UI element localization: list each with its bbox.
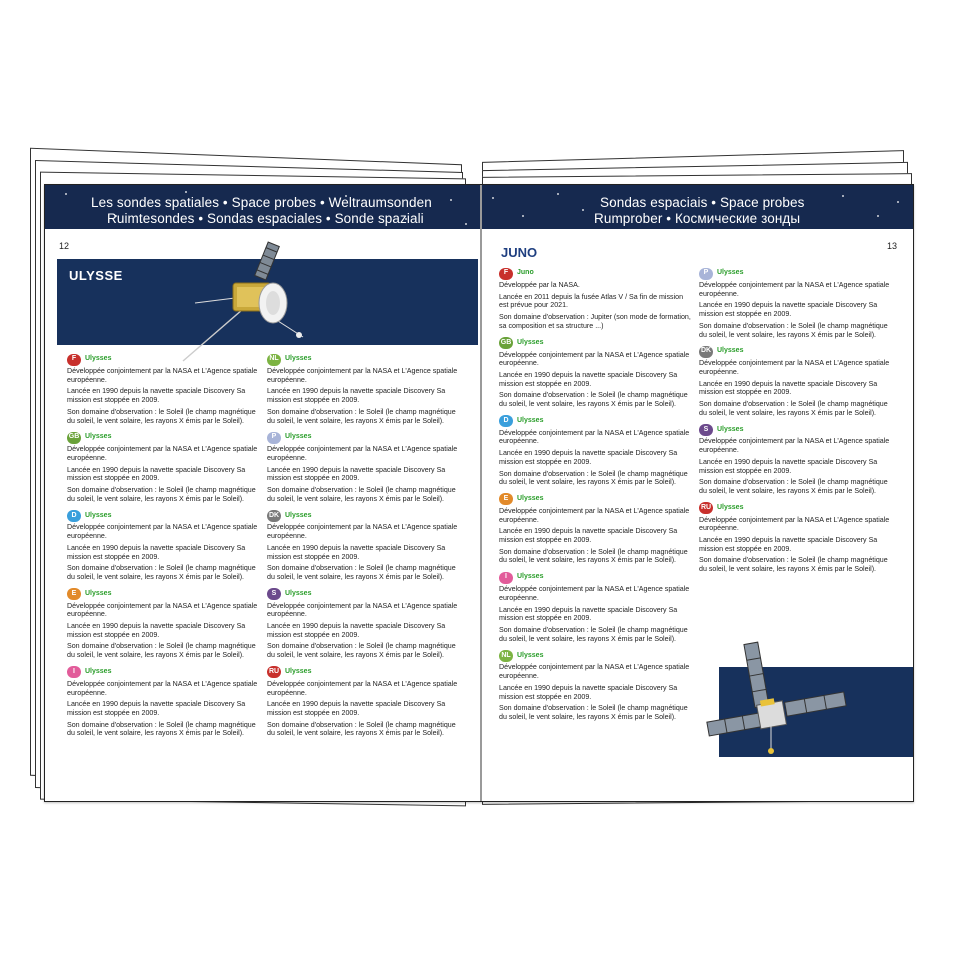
language-badge: GB [67, 432, 81, 444]
probe-name: Ulysses [717, 425, 744, 433]
language-entry-dk [267, 509, 462, 581]
entry-paragraph: Développée conjointement par la NASA et L'Agence spatiale européenne. [699, 515, 890, 533]
probe-name: Ulysses [517, 338, 544, 346]
language-badge: RU [267, 666, 281, 678]
entry-paragraph: Son domaine d'observation : le Soleil (le champ magnétique du soleil, le vent solaire, les rayons X émis par le Soleil). [67, 486, 256, 503]
entry-paragraph: Son domaine d'observation : le Soleil (le champ magnétique du soleil, le vent solaire, les rayons X émis par le Soleil). [699, 321, 888, 339]
entry-paragraph: Lancée en 1990 depuis la navette spaciale Discovery Sa mission est stoppée en 2009. [67, 622, 246, 639]
language-badge: D [499, 415, 513, 427]
entry-paragraph: Développée conjointement par la NASA et L'Agence spatiale européenne. [499, 585, 690, 602]
entry-paragraph: Développée conjointement par la NASA et L'Agence spatiale européenne. [499, 350, 690, 368]
entry-paragraph: Développée conjointement par la NASA et L'Agence spatiale européenne. [499, 428, 690, 446]
language-badge: DK [699, 346, 713, 358]
language-entry-nl [499, 649, 694, 721]
language-entry-e [499, 493, 694, 565]
entry-paragraph: Lancée en 1990 depuis la navette spaciale Discovery Sa mission est stoppée en 2009. [267, 700, 446, 717]
entry-paragraph: Développée conjointement par la NASA et L'Agence spatiale européenne. [267, 601, 458, 619]
entry-paragraph: Lancée en 1990 depuis la navette spaciale Discovery Sa mission est stoppée en 2009. [699, 536, 878, 553]
entry-paragraph: Son domaine d'observation : le Soleil (le champ magnétique du soleil, le vent solaire, les rayons X émis par le Soleil). [267, 564, 456, 581]
entry-paragraph: Développée conjointement par la NASA et L'Agence spatiale européenne. [267, 445, 458, 462]
language-entry-i [67, 666, 262, 738]
probe-name: Ulysses [85, 433, 112, 441]
probe-name: Ulysses [517, 651, 544, 659]
language-entry-d [67, 509, 262, 581]
entry-header [499, 337, 694, 350]
entry-header [699, 267, 894, 280]
book-spine [480, 185, 482, 801]
entry-paragraph: Développée conjointement par la NASA et L'Agence spatiale européenne. [499, 506, 690, 524]
language-badge: P [699, 268, 713, 280]
juno-probe-icon [699, 633, 909, 765]
language-badge: F [499, 268, 513, 280]
entry-header [267, 588, 462, 601]
entry-paragraph: Lancée en 1990 depuis la navette spaciale Discovery Sa mission est stoppée en 2009. [67, 700, 246, 717]
probe-name: Ulysses [285, 433, 312, 441]
language-entry-p [699, 267, 894, 339]
language-badge: GB [499, 337, 513, 349]
banner-right-line1: Sondas espaciais • Space probes [600, 195, 805, 210]
ulysse-column-1 [67, 353, 262, 744]
probe-name: Ulysses [717, 503, 744, 511]
entry-paragraph: Lancée en 1990 depuis la navette spaciale Discovery Sa mission est stoppée en 2009. [499, 683, 678, 701]
entry-paragraph: Développée conjointement par la NASA et L'Agence spatiale européenne. [67, 601, 258, 619]
language-badge: I [499, 572, 513, 584]
entry-header [67, 509, 262, 522]
language-badge: I [67, 666, 81, 678]
entry-paragraph: Son domaine d'observation : le Soleil (le champ magnétique du soleil, le vent solaire, les rayons X émis par le Soleil). [699, 556, 888, 574]
language-entry-s [699, 423, 894, 495]
entry-header [699, 423, 894, 436]
entry-paragraph: Développée conjointement par la NASA et L'Agence spatiale européenne. [67, 445, 258, 462]
entry-paragraph: Son domaine d'observation : le Soleil (le champ magnétique du soleil, le vent solaire, les rayons X émis par le Soleil). [267, 407, 456, 425]
language-badge: RU [699, 502, 713, 514]
entry-header [699, 345, 894, 358]
entry-paragraph: Lancée en 1990 depuis la navette spaciale Discovery Sa mission est stoppée en 2009. [67, 465, 246, 483]
entry-paragraph: Lancée en 1990 depuis la navette spaciale Discovery Sa mission est stoppée en 2009. [499, 527, 678, 545]
left-banner [45, 185, 480, 229]
language-entry-nl [267, 353, 462, 425]
entry-paragraph: Son domaine d'observation : Jupiter (son mode de formation, sa composition et sa structure ...) [499, 313, 691, 330]
probe-name: Ulysses [85, 355, 112, 363]
entry-header [499, 649, 694, 662]
ulysses-probe-icon [175, 235, 315, 365]
juno-column-1 [499, 267, 694, 728]
language-badge: E [67, 588, 81, 600]
language-badge: E [499, 493, 513, 505]
entry-paragraph: Développée conjointement par la NASA et L'Agence spatiale européenne. [67, 523, 258, 541]
right-banner [482, 185, 913, 229]
entry-header [499, 267, 694, 280]
entry-paragraph: Lancée en 1990 depuis la navette spaciale Discovery Sa mission est stoppée en 2009. [699, 457, 878, 475]
probe-name: Ulysses [285, 589, 312, 597]
probe-name: Ulysses [285, 355, 312, 363]
entry-paragraph: Lancée en 1990 depuis la navette spaciale Discovery Sa mission est stoppée en 2009. [499, 370, 678, 388]
language-badge: F [67, 354, 81, 366]
banner-left-line2: Ruimtesondes • Sondas espaciales • Sonde spaziali [107, 211, 424, 226]
entry-paragraph: Son domaine d'observation : le Soleil (le champ magnétique du soleil, le vent solaire, les rayons X émis par le Soleil). [267, 642, 456, 660]
probe-name: Ulysses [85, 668, 112, 676]
probe-name: Ulysses [285, 511, 312, 519]
entry-header [499, 415, 694, 428]
probe-name: Ulysses [85, 511, 112, 519]
entry-paragraph: Développée conjointement par la NASA et L'Agence spatiale européenne. [699, 281, 890, 298]
language-badge: D [67, 510, 81, 522]
entry-paragraph: Son domaine d'observation : le Soleil (le champ magnétique du soleil, le vent solaire, les rayons X émis par le Soleil). [699, 400, 888, 417]
ulysse-title: ULYSSE [69, 268, 123, 283]
entry-paragraph: Développée conjointement par la NASA et L'Agence spatiale européenne. [699, 359, 890, 376]
entry-paragraph: Son domaine d'observation : le Soleil (le champ magnétique du soleil, le vent solaire, les rayons X émis par le Soleil). [499, 391, 688, 409]
entry-paragraph: Lancée en 1990 depuis la navette spaciale Discovery Sa mission est stoppée en 2009. [67, 543, 246, 561]
entry-paragraph: Développée par la NASA. [499, 281, 580, 289]
language-badge: P [267, 432, 281, 444]
entry-header [267, 509, 462, 522]
probe-name: Ulysses [517, 573, 544, 581]
language-entry-dk [699, 345, 894, 417]
language-entry-s [267, 588, 462, 660]
entry-paragraph: Lancée en 1990 depuis la navette spaciale Discovery Sa mission est stoppée en 2009. [267, 543, 446, 561]
juno-title: JUNO [501, 245, 538, 260]
probe-name: Ulysses [285, 668, 312, 676]
entry-paragraph: Développée conjointement par la NASA et L'Agence spatiale européenne. [267, 523, 458, 541]
language-badge: S [267, 588, 281, 600]
probe-name: Ulysses [517, 495, 544, 503]
entry-paragraph: Développée conjointement par la NASA et L'Agence spatiale européenne. [67, 367, 258, 384]
probe-name: Juno [517, 269, 534, 277]
entry-header [67, 666, 262, 679]
entry-header [67, 431, 262, 444]
entry-header [499, 493, 694, 506]
language-entry-gb [499, 337, 694, 409]
entry-paragraph: Lancée en 2011 depuis la fusée Atlas V / Sa fin de mission est prévue pour 2021. [499, 292, 684, 310]
language-badge: DK [267, 510, 281, 522]
entry-paragraph: Son domaine d'observation : le Soleil (le champ magnétique du soleil, le vent solaire, les rayons X émis par le Soleil). [499, 704, 688, 721]
language-entry-i [499, 571, 694, 643]
entry-paragraph: Son domaine d'observation : le Soleil (le champ magnétique du soleil, le vent solaire, les rayons X émis par le Soleil). [267, 720, 456, 738]
entry-paragraph: Son domaine d'observation : le Soleil (le champ magnétique du soleil, le vent solaire, les rayons X émis par le Soleil). [499, 469, 688, 487]
entry-header [267, 666, 462, 679]
language-entry-d [499, 415, 694, 487]
entry-paragraph: Lancée en 1990 depuis la navette spaciale Discovery Sa mission est stoppée en 2009. [699, 301, 878, 319]
entry-header [267, 431, 462, 444]
entry-paragraph: Lancée en 1990 depuis la navette spaciale Discovery Sa mission est stoppée en 2009. [67, 387, 246, 405]
entry-paragraph: Lancée en 1990 depuis la navette spaciale Discovery Sa mission est stoppée en 2009. [499, 449, 678, 466]
language-entry-ru [267, 666, 462, 738]
juno-column-2 [699, 267, 894, 580]
entry-paragraph: Lancée en 1990 depuis la navette spaciale Discovery Sa mission est stoppée en 2009. [267, 465, 446, 483]
language-badge: NL [267, 354, 281, 366]
probe-name: Ulysses [717, 269, 744, 277]
entry-paragraph: Lancée en 1990 depuis la navette spaciale Discovery Sa mission est stoppée en 2009. [267, 622, 446, 639]
language-entry-p [267, 431, 462, 503]
entry-paragraph: Son domaine d'observation : le Soleil (le champ magnétique du soleil, le vent solaire, les rayons X émis par le Soleil). [499, 547, 688, 565]
language-entry-f [499, 267, 694, 331]
entry-paragraph: Son domaine d'observation : le Soleil (le champ magnétique du soleil, le vent solaire, les rayons X émis par le Soleil). [699, 478, 888, 495]
entry-paragraph: Développée conjointement par la NASA et L'Agence spatiale européenne. [699, 437, 890, 455]
entry-paragraph: Développée conjointement par la NASA et L'Agence spatiale européenne. [499, 663, 690, 681]
language-badge: S [699, 424, 713, 436]
entry-header [67, 588, 262, 601]
entry-header [699, 502, 894, 515]
language-entry-e [67, 588, 262, 660]
entry-paragraph: Son domaine d'observation : le Soleil (le champ magnétique du soleil, le vent solaire, les rayons X émis par le Soleil). [67, 642, 256, 660]
entry-paragraph: Son domaine d'observation : le Soleil (le champ magnétique du soleil, le vent solaire, les rayons X émis par le Soleil). [67, 564, 256, 581]
entry-paragraph: Développée conjointement par la NASA et L'Agence spatiale européenne. [267, 679, 458, 697]
entry-header [67, 353, 262, 366]
entry-header [499, 571, 694, 584]
language-badge: NL [499, 650, 513, 662]
entry-paragraph: Lancée en 1990 depuis la navette spaciale Discovery Sa mission est stoppée en 2009. [499, 605, 678, 623]
entry-paragraph: Lancée en 1990 depuis la navette spaciale Discovery Sa mission est stoppée en 2009. [267, 387, 446, 405]
entry-paragraph: Son domaine d'observation : le Soleil (le champ magnétique du soleil, le vent solaire, les rayons X émis par le Soleil). [67, 720, 256, 738]
banner-right-line2: Rumprober • Космические зонды [594, 211, 801, 226]
page-number-right: 13 [887, 241, 898, 251]
banner-left-line1: Les sondes spatiales • Space probes • Weltraumsonden [91, 195, 432, 210]
entry-paragraph: Développée conjointement par la NASA et L'Agence spatiale européenne. [67, 679, 258, 697]
entry-paragraph: Son domaine d'observation : le Soleil (le champ magnétique du soleil, le vent solaire, les rayons X émis par le Soleil). [267, 486, 456, 503]
entry-paragraph: Lancée en 1990 depuis la navette spaciale Discovery Sa mission est stoppée en 2009. [699, 379, 878, 397]
probe-name: Ulysses [85, 589, 112, 597]
probe-name: Ulysses [517, 416, 544, 424]
open-booklet [44, 184, 914, 802]
entry-paragraph: Son domaine d'observation : le Soleil (le champ magnétique du soleil, le vent solaire, les rayons X émis par le Soleil). [499, 625, 688, 643]
entry-paragraph: Son domaine d'observation : le Soleil (le champ magnétique du soleil, le vent solaire, les rayons X émis par le Soleil). [67, 407, 256, 425]
entry-paragraph: Développée conjointement par la NASA et L'Agence spatiale européenne. [267, 367, 458, 384]
language-entry-gb [67, 431, 262, 503]
page-number-left: 12 [59, 241, 70, 251]
language-entry-f [67, 353, 262, 425]
language-entry-ru [699, 502, 894, 574]
entry-header [267, 353, 462, 366]
ulysse-column-2 [267, 353, 462, 744]
probe-name: Ulysses [717, 347, 744, 355]
